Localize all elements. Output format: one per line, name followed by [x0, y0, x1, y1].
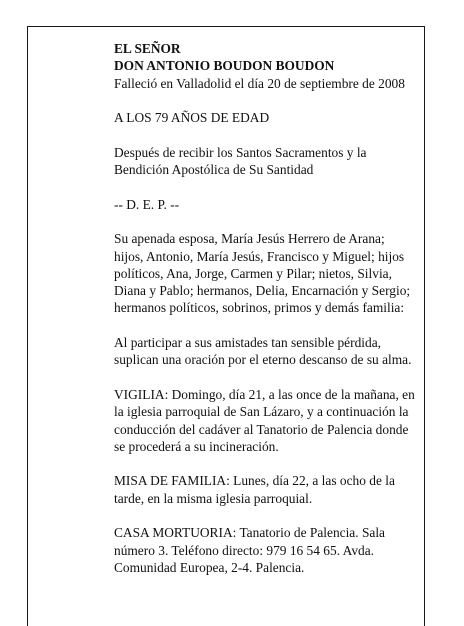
- deceased-name: DON ANTONIO BOUDON BOUDON: [114, 58, 335, 74]
- vigil-line: se procederá a su incineración.: [114, 438, 279, 454]
- obituary-notice: [27, 26, 425, 626]
- funeral-home-line: CASA MORTUORIA: Tanatorio de Palencia. Sala: [114, 525, 385, 541]
- death-details: Falleció en Valladolid el día 20 de septiembre de 2008: [114, 75, 405, 91]
- vigil-line: conducción del cadáver al Tanatorio de Palencia donde: [114, 421, 409, 437]
- rip-line: -- D. E. P. --: [114, 196, 180, 212]
- family-line: políticos, Ana, Jorge, Carmen y Pilar; nietos, Silvia,: [114, 265, 392, 281]
- honorific: EL SEÑOR: [114, 41, 181, 56]
- funeral-home-line: Comunidad Europea, 2-4. Palencia.: [114, 559, 305, 575]
- age-line: A LOS 79 AÑOS DE EDAD: [114, 110, 270, 126]
- request-line: Al participar a sus amistades tan sensible pérdida,: [114, 335, 381, 351]
- vigil-line: la iglesia parroquial de San Lázaro, y a continuación la: [114, 404, 409, 420]
- vigil-line: VIGILIA: Domingo, día 21, a las once de la mañana, en: [114, 386, 415, 402]
- family-line: Diana y Pablo; hermanos, Delia, Encarnación y Sergio;: [114, 283, 411, 299]
- mass-line: tarde, en la misma iglesia parroquial.: [114, 490, 313, 506]
- family-line: Su apenada esposa, María Jesús Herrero de Arana;: [114, 231, 385, 247]
- funeral-home-line: número 3. Teléfono directo: 979 16 54 65. Avda.: [114, 542, 375, 558]
- obituary-text: [114, 40, 418, 576]
- family-line: hermanos políticos, sobrinos, primos y demás familia:: [114, 300, 405, 316]
- request-line: suplican una oración por el eterno descanso de su alma.: [114, 352, 412, 368]
- sacraments-line: Bendición Apostólica de Su Santidad: [114, 162, 314, 178]
- family-line: hijos, Antonio, María Jesús, Francisco y Miguel; hijos: [114, 248, 405, 264]
- sacraments-line: Después de recibir los Santos Sacramentos y la: [114, 144, 367, 160]
- mass-line: MISA DE FAMILIA: Lunes, día 22, a las ocho de la: [114, 473, 395, 489]
